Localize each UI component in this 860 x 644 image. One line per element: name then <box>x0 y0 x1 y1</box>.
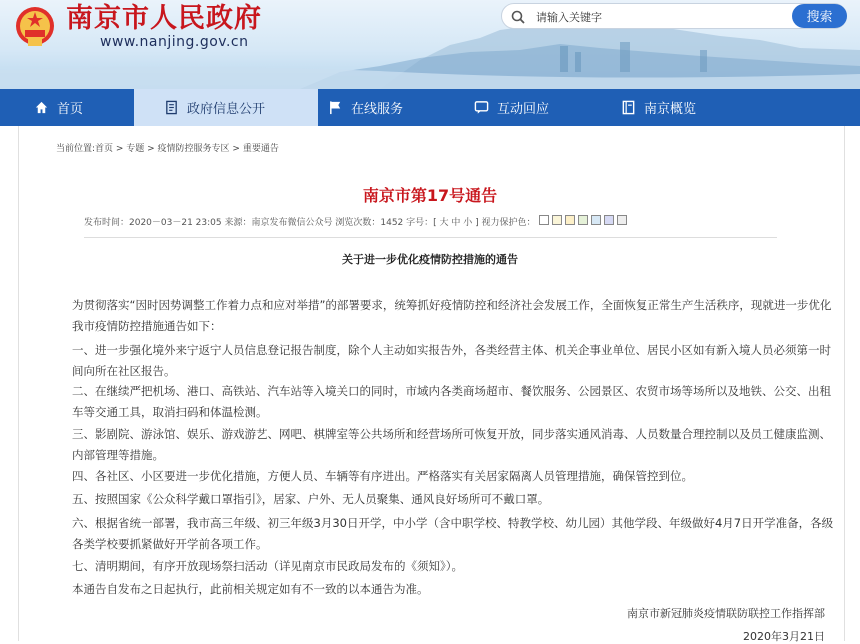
eye-color-swatch[interactable] <box>578 215 588 225</box>
nav-item-gov-info[interactable] <box>134 89 318 126</box>
breadcrumb: 当前位置:首页 > 专题 > 疫情防控服务专区 > 重要通告 <box>56 144 279 154</box>
nav-item-label: 政府信息公开 <box>187 102 266 117</box>
flag-icon <box>328 100 343 115</box>
eye-color-swatch[interactable] <box>604 215 614 225</box>
eye-color-swatch[interactable] <box>591 215 601 225</box>
paragraph-closing: 本通告自发布之日起执行，此前相关规定如有不一致的以本通告为准。 <box>72 582 429 596</box>
nav-item-home[interactable] <box>34 89 83 126</box>
chat-icon <box>474 100 489 115</box>
signature: 南京市新冠肺炎疫情联防联控工作指挥部 <box>627 607 825 620</box>
paragraph-4: 四、各社区、小区要进一步优化措施，方便人员、车辆等有序进出。严格落实有关居家隔离人员管理措施，确保管控到位。 <box>72 469 693 483</box>
eye-color-swatch[interactable] <box>552 215 562 225</box>
paragraph-intro: 为贯彻落实“因时因势调整工作着力点和应对举措”的部署要求，统筹抓好疫情防控和经济社会发展工作，全面恢复正常生产生活秩序，现就进一步优化我市疫情防控措施通告如下： <box>72 298 832 333</box>
paragraph-1: 一、进一步强化境外来宁返宁人员信息登记报告制度，除个人主动如实报告外，各类经营主体、机关企事业单位、居民小区如有新入境人员必须第一时间向所在社区报告。 <box>72 343 831 378</box>
article-title: 南京市第17号通告 <box>362 186 498 205</box>
source: 来源：南京发布微信公众号 <box>224 218 333 228</box>
eye-color-swatch[interactable] <box>565 215 575 225</box>
paragraph-5: 五、按照国家《公众科学戴口罩指引》，居家、户外、无人员聚集、通风良好场所可不戴口罩。 <box>72 492 550 506</box>
nav-item-label: 南京概览 <box>644 102 697 117</box>
nav-item-label: 互动回应 <box>497 102 550 117</box>
home-icon <box>34 100 49 115</box>
nav-item-online-service[interactable] <box>328 89 403 126</box>
search-input[interactable] <box>534 7 788 27</box>
view-count: 浏览次数：1452 <box>335 218 404 228</box>
nav-item-nanjing-overview[interactable] <box>621 89 696 126</box>
article-meta <box>84 215 627 228</box>
publish-time: 发布时间：2020－03－21 23:05 <box>84 218 222 228</box>
nav-item-label: 在线服务 <box>351 102 404 117</box>
document-icon <box>164 100 179 115</box>
national-emblem-icon <box>14 4 56 50</box>
font-size-control[interactable]: 字号：[ 大 中 小 ] <box>406 218 479 228</box>
nav-item-label: 首页 <box>57 102 84 117</box>
paragraph-6: 六、根据省统一部署，我市高三年级、初三年级3月30日开学，中小学（含中职学校、特教学校、幼儿园）其他学段、年级做好4月7日开学准备，各级各类学校要抓紧做好开学前各项工作。 <box>72 516 834 551</box>
site-url: www.nanjing.gov.cn <box>100 34 249 50</box>
paragraph-7: 七、清明期间，有序开放现场祭扫活动（详见南京市民政局发布的《须知》）。 <box>72 559 463 573</box>
eye-color-swatch[interactable] <box>539 215 549 225</box>
site-header <box>0 0 860 89</box>
paragraph-3: 三、影剧院、游泳馆、娱乐、游戏游艺、网吧、棋牌室等公共场所和经营场所可恢复开放，同步落实通风消毒、人员数量合理控制以及员工健康监测、内部管理等措施。 <box>72 427 831 462</box>
book-icon <box>621 100 636 115</box>
nav-item-interaction[interactable] <box>474 89 549 126</box>
search-icon <box>510 9 526 25</box>
divider <box>84 237 777 238</box>
publish-date: 2020年3月21日 <box>743 630 825 643</box>
search-button[interactable]: 搜索 <box>792 4 847 28</box>
site-title: 南京市人民政府 <box>66 3 262 34</box>
paragraph-2: 二、在继续严把机场、港口、高铁站、汽车站等入境关口的同时，市域内各类商场超市、餐饮服务、公园景区、农贸市场等场所以及地铁、公交、出租车等交通工具，取消扫码和体温检测。 <box>72 384 831 419</box>
eye-color-swatch[interactable] <box>617 215 627 225</box>
main-nav <box>0 89 860 126</box>
eye-protection-label: 视力保护色： <box>481 218 536 228</box>
article-subtitle: 关于进一步优化疫情防控措施的通告 <box>342 253 518 266</box>
eye-color-swatches <box>536 215 627 228</box>
